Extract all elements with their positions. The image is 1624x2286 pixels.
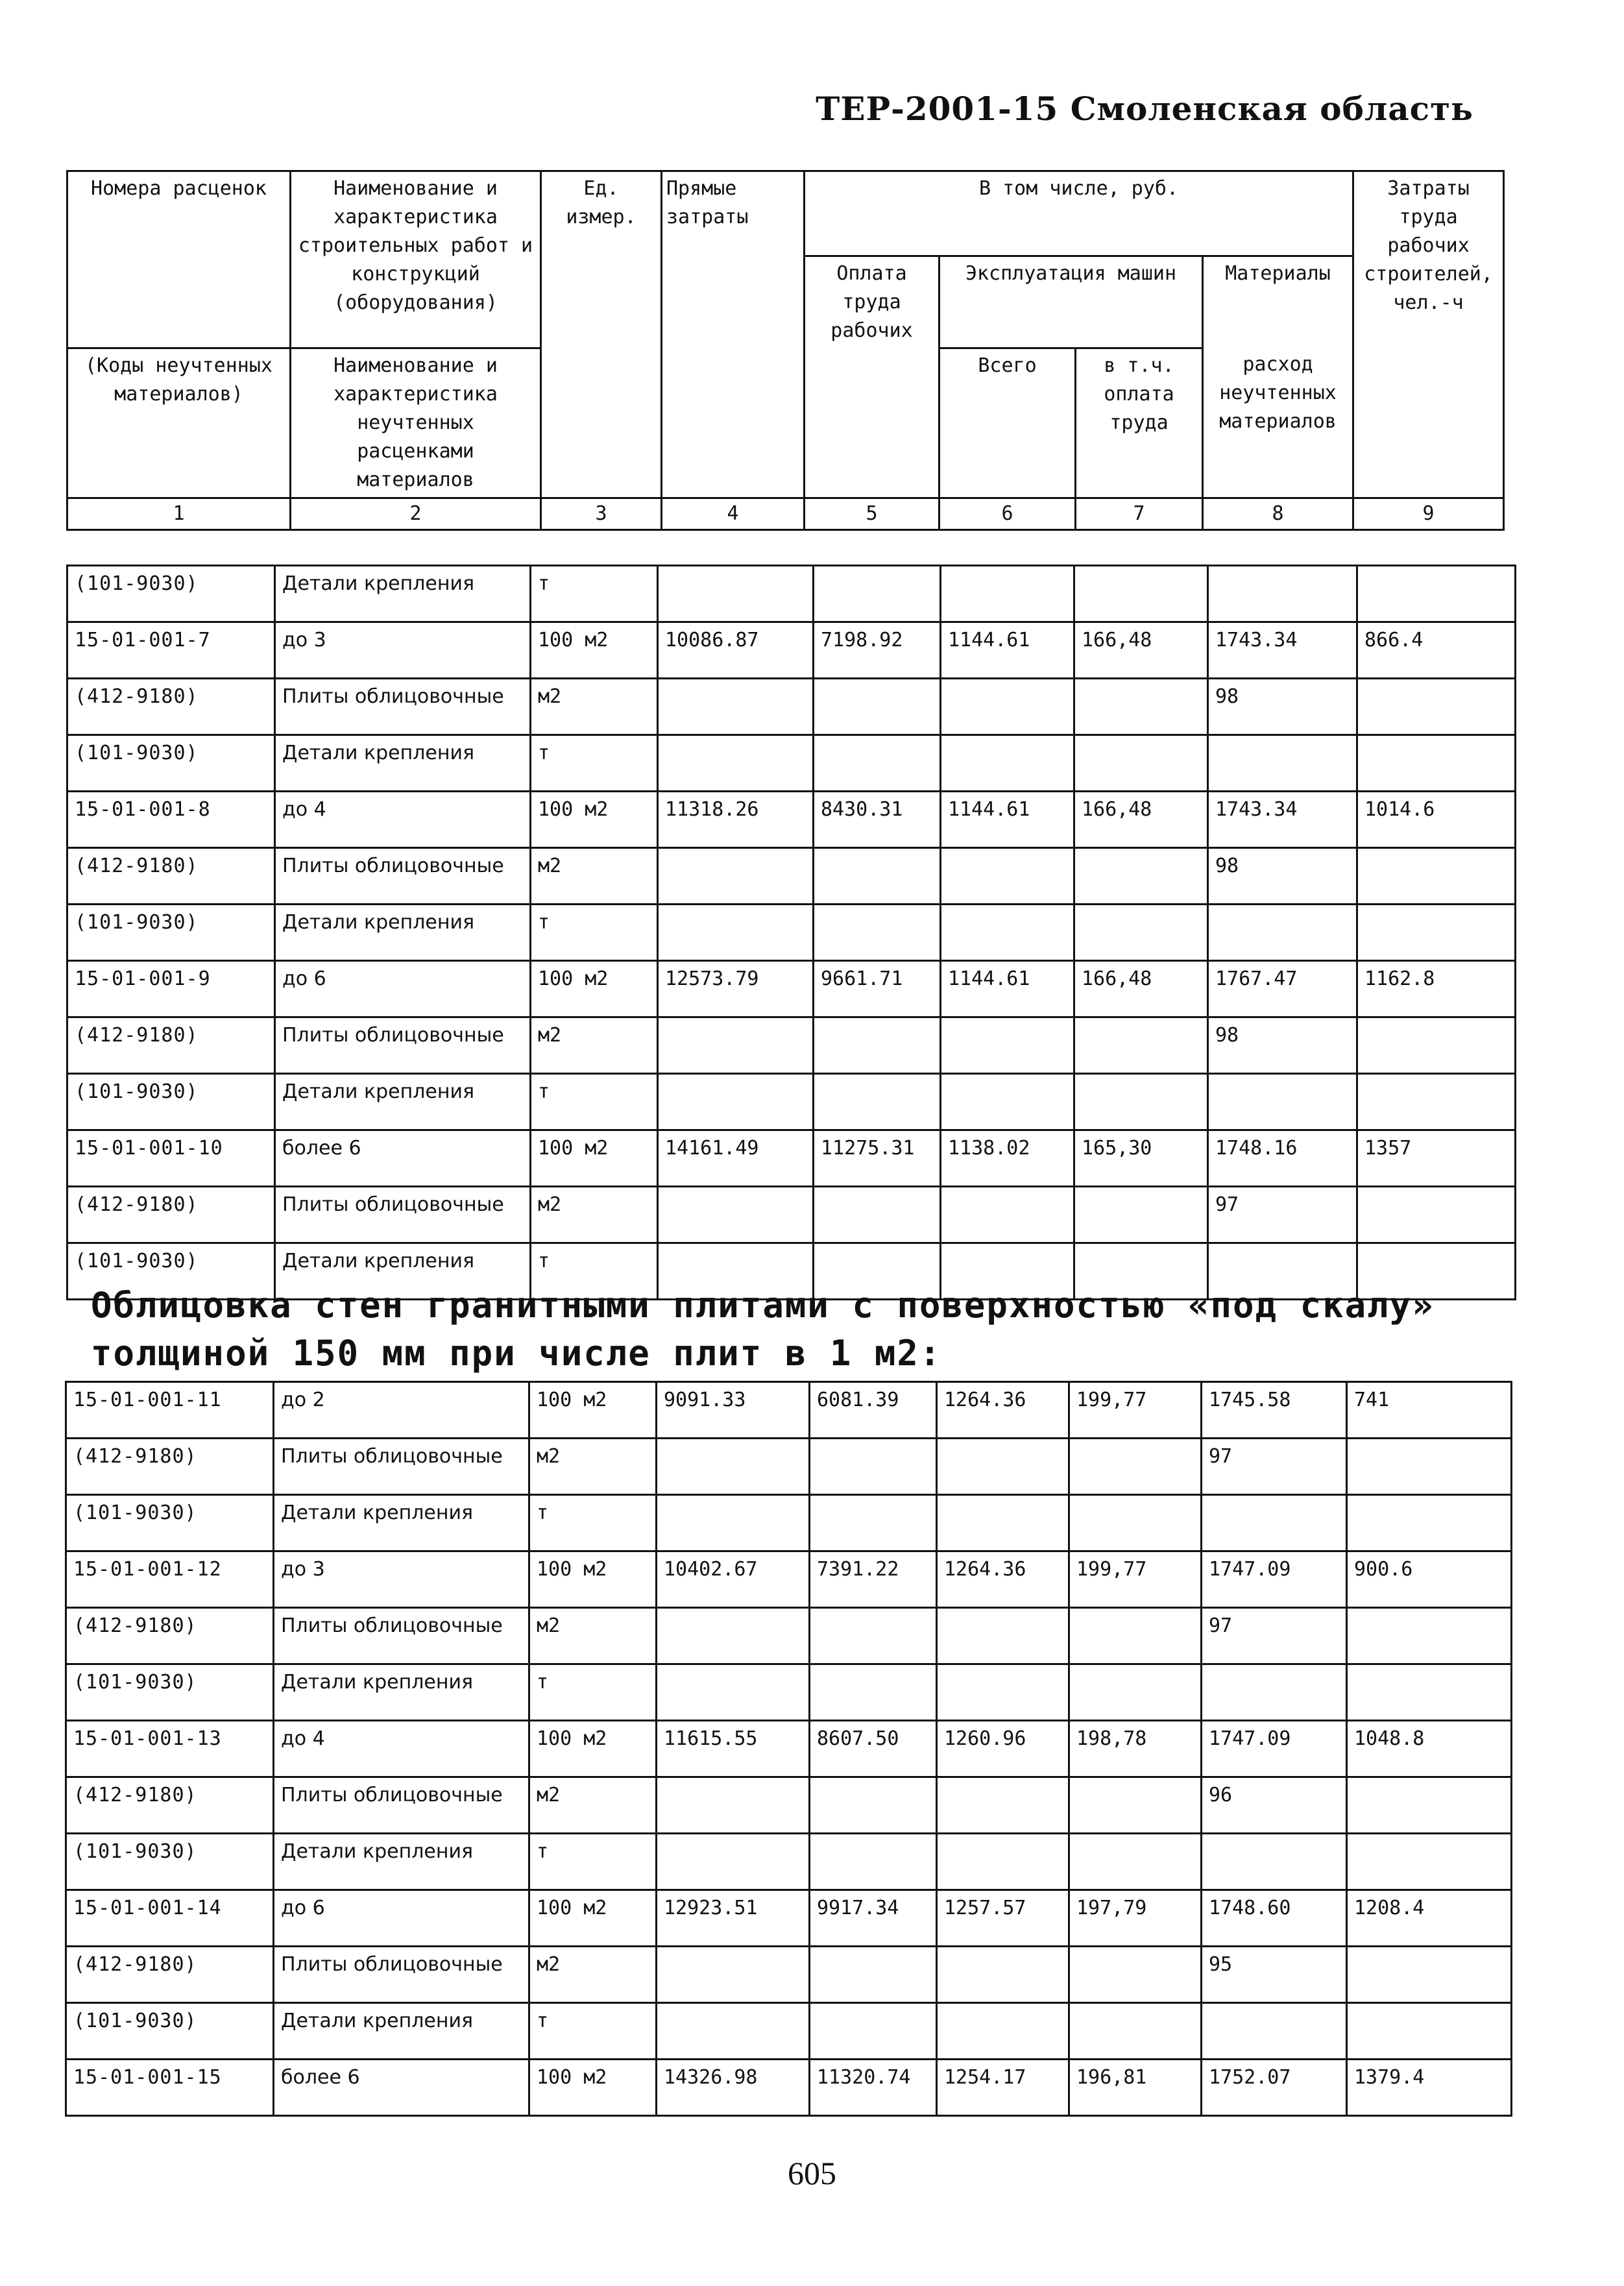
cell-c9 <box>1347 1664 1512 1721</box>
cell-c9 <box>1357 905 1516 961</box>
cell-c8: 1748.60 <box>1202 1890 1347 1947</box>
cell-c7 <box>1069 1947 1202 2003</box>
cell-c1: 15-01-001-8 <box>67 792 275 848</box>
cell-c9 <box>1357 1074 1516 1130</box>
cell-c7 <box>1074 848 1208 905</box>
cell-c2: Плиты облицовочные <box>274 1777 529 1834</box>
cell-c2: до 3 <box>275 622 531 679</box>
cell-c8: 1752.07 <box>1202 2060 1347 2116</box>
header-num: 4 <box>662 498 805 529</box>
cell-c7 <box>1069 1608 1202 1664</box>
cell-c7: 197,79 <box>1069 1890 1202 1947</box>
cell-c1: (412-9180) <box>66 1947 274 2003</box>
cell-c9: 1357 <box>1357 1130 1516 1187</box>
cell-c7: 199,77 <box>1069 1551 1202 1608</box>
table-row <box>67 1187 1516 1243</box>
cell-c4: 11615.55 <box>657 1721 810 1777</box>
cell-c6 <box>937 1608 1069 1664</box>
header-col1-bottom: (Коды неучтенных материалов) <box>67 348 291 498</box>
cell-c8: 1747.09 <box>1202 1721 1347 1777</box>
cell-c4: 10402.67 <box>657 1551 810 1608</box>
cell-c8 <box>1202 1664 1347 1721</box>
cell-c9 <box>1347 1947 1512 2003</box>
table-row <box>67 679 1516 735</box>
cell-c6 <box>937 1439 1069 1495</box>
table-row <box>66 2003 1512 2060</box>
cell-c1: (412-9180) <box>67 1017 275 1074</box>
cell-c4 <box>658 848 814 905</box>
cell-c3: т <box>531 1243 658 1300</box>
cell-c8 <box>1202 2003 1347 2060</box>
cell-c2: Детали крепления <box>275 566 531 622</box>
cell-c5 <box>810 1777 937 1834</box>
cell-c8 <box>1208 905 1357 961</box>
cell-c8: 97 <box>1202 1439 1347 1495</box>
cell-c6 <box>941 848 1074 905</box>
cell-c6: 1144.61 <box>941 622 1074 679</box>
cell-c8: 98 <box>1208 1017 1357 1074</box>
cell-c2: до 4 <box>275 792 531 848</box>
cell-c8: 1743.34 <box>1208 622 1357 679</box>
cell-c2: до 6 <box>275 961 531 1017</box>
cell-c2: до 6 <box>274 1890 529 1947</box>
cell-c3: 100 м2 <box>531 792 658 848</box>
header-col8-bottom: расход неучтенных материалов <box>1203 348 1353 498</box>
cell-c8 <box>1208 1074 1357 1130</box>
cell-c8: 1743.34 <box>1208 792 1357 848</box>
cell-c1: 15-01-001-12 <box>66 1551 274 1608</box>
cell-c3: т <box>531 905 658 961</box>
cell-c4 <box>658 1074 814 1130</box>
header-col1-top: Номера расценок <box>67 171 291 348</box>
cell-c6 <box>941 735 1074 792</box>
cell-c2: Детали крепления <box>274 1664 529 1721</box>
cell-c4 <box>658 566 814 622</box>
cell-c6 <box>937 1777 1069 1834</box>
cell-c1: (101-9030) <box>66 1834 274 1890</box>
cell-c9 <box>1357 735 1516 792</box>
cell-c2: до 2 <box>274 1382 529 1439</box>
cell-c8: 96 <box>1202 1777 1347 1834</box>
cell-c7: 165,30 <box>1074 1130 1208 1187</box>
table-row <box>66 1382 1512 1439</box>
cell-c2: Детали крепления <box>275 735 531 792</box>
cell-c1: (101-9030) <box>66 1664 274 1721</box>
cell-c1: (101-9030) <box>67 735 275 792</box>
cell-c2: Плиты облицовочные <box>275 1017 531 1074</box>
cell-c7: 166,48 <box>1074 961 1208 1017</box>
cell-c5: 7391.22 <box>810 1551 937 1608</box>
table-row <box>66 1495 1512 1551</box>
cell-c2: более 6 <box>274 2060 529 2116</box>
cell-c2: Плиты облицовочные <box>275 848 531 905</box>
header-col9: Затраты труда рабочих строителей, чел.-ч <box>1353 171 1504 498</box>
cell-c6 <box>941 679 1074 735</box>
cell-c7: 166,48 <box>1074 792 1208 848</box>
cell-c6: 1254.17 <box>937 2060 1069 2116</box>
cell-c2: до 4 <box>274 1721 529 1777</box>
cell-c5 <box>814 679 941 735</box>
cell-c4 <box>657 1608 810 1664</box>
cell-c1: 15-01-001-10 <box>67 1130 275 1187</box>
cell-c4: 14161.49 <box>658 1130 814 1187</box>
cell-c8: 1748.16 <box>1208 1130 1357 1187</box>
cell-c5: 9917.34 <box>810 1890 937 1947</box>
cell-c7 <box>1069 1834 1202 1890</box>
cell-c3: м2 <box>529 1608 657 1664</box>
cell-c2: Детали крепления <box>275 1243 531 1300</box>
table-row <box>67 566 1516 622</box>
header-num: 5 <box>805 498 939 529</box>
cell-c6: 1264.36 <box>937 1551 1069 1608</box>
cell-c1: 15-01-001-14 <box>66 1890 274 1947</box>
cell-c8: 98 <box>1208 679 1357 735</box>
header-num: 3 <box>541 498 662 529</box>
cell-c1: (101-9030) <box>66 1495 274 1551</box>
cell-c6 <box>941 905 1074 961</box>
cell-c9: 741 <box>1347 1382 1512 1439</box>
cell-c7 <box>1069 1439 1202 1495</box>
cell-c3: м2 <box>529 1947 657 2003</box>
cell-c3: т <box>529 1495 657 1551</box>
cell-c9 <box>1347 1495 1512 1551</box>
cell-c4: 14326.98 <box>657 2060 810 2116</box>
cell-c7 <box>1074 735 1208 792</box>
cell-c4 <box>658 679 814 735</box>
cell-c4 <box>658 905 814 961</box>
table-row <box>66 1777 1512 1834</box>
cell-c9: 1048.8 <box>1347 1721 1512 1777</box>
cell-c3: м2 <box>531 679 658 735</box>
cell-c5 <box>810 1439 937 1495</box>
table-row <box>66 2060 1512 2116</box>
cell-c3: м2 <box>529 1439 657 1495</box>
cell-c6 <box>937 1947 1069 2003</box>
cell-c3: т <box>531 566 658 622</box>
cell-c8 <box>1208 566 1357 622</box>
cell-c2: Детали крепления <box>275 1074 531 1130</box>
cell-c5 <box>810 1495 937 1551</box>
cell-c6 <box>941 1074 1074 1130</box>
cell-c9 <box>1347 2003 1512 2060</box>
page-title: ТЕР-2001-15 Смоленская область <box>816 90 1473 128</box>
cell-c7: 166,48 <box>1074 622 1208 679</box>
cell-c4 <box>657 1834 810 1890</box>
cell-c1: (101-9030) <box>67 1243 275 1300</box>
cell-c7 <box>1074 566 1208 622</box>
cell-c7 <box>1069 1664 1202 1721</box>
cell-c5 <box>810 2003 937 2060</box>
cell-c1: 15-01-001-13 <box>66 1721 274 1777</box>
cell-c5 <box>814 905 941 961</box>
cell-c5 <box>814 1074 941 1130</box>
cell-c5 <box>814 566 941 622</box>
cell-c5 <box>814 1187 941 1243</box>
cell-c6 <box>937 2003 1069 2060</box>
table-row <box>67 792 1516 848</box>
cell-c4: 12573.79 <box>658 961 814 1017</box>
table-row <box>66 1439 1512 1495</box>
cell-c6: 1257.57 <box>937 1890 1069 1947</box>
cell-c4: 9091.33 <box>657 1382 810 1439</box>
cell-c5 <box>810 1947 937 2003</box>
cell-c1: (412-9180) <box>66 1777 274 1834</box>
table-row <box>66 1947 1512 2003</box>
table-row <box>67 848 1516 905</box>
table-row <box>67 1074 1516 1130</box>
cell-c1: 15-01-001-7 <box>67 622 275 679</box>
cell-c3: 100 м2 <box>531 622 658 679</box>
cell-c5 <box>810 1608 937 1664</box>
table-row <box>67 961 1516 1017</box>
cell-c1: 15-01-001-11 <box>66 1382 274 1439</box>
cell-c9: 900.6 <box>1347 1551 1512 1608</box>
cell-c2: Детали крепления <box>275 905 531 961</box>
cell-c3: т <box>531 1074 658 1130</box>
header-num: 9 <box>1353 498 1504 529</box>
cell-c1: 15-01-001-15 <box>66 2060 274 2116</box>
cell-c8: 1745.58 <box>1202 1382 1347 1439</box>
cell-c5: 8607.50 <box>810 1721 937 1777</box>
header-group: В том числе, руб. <box>805 171 1353 256</box>
cell-c3: 100 м2 <box>529 1721 657 1777</box>
cell-c1: (412-9180) <box>66 1608 274 1664</box>
cell-c9 <box>1347 1608 1512 1664</box>
cell-c5 <box>814 848 941 905</box>
table-row <box>66 1890 1512 1947</box>
header-num: 6 <box>939 498 1076 529</box>
cell-c9 <box>1357 1187 1516 1243</box>
page-number: 605 <box>788 2155 836 2191</box>
cell-c3: т <box>531 735 658 792</box>
cell-c8: 97 <box>1208 1187 1357 1243</box>
cell-c7: 199,77 <box>1069 1382 1202 1439</box>
header-col8-top: Материалы <box>1203 256 1353 348</box>
cell-c2: Детали крепления <box>274 2003 529 2060</box>
cell-c5: 6081.39 <box>810 1382 937 1439</box>
cell-c2: Плиты облицовочные <box>275 1187 531 1243</box>
cell-c8 <box>1208 735 1357 792</box>
cell-c1: 15-01-001-9 <box>67 961 275 1017</box>
cell-c6: 1260.96 <box>937 1721 1069 1777</box>
cell-c2: Плиты облицовочные <box>274 1439 529 1495</box>
cell-c5 <box>810 1664 937 1721</box>
cell-c8 <box>1202 1495 1347 1551</box>
cell-c7 <box>1074 679 1208 735</box>
section-title: Облицовка стен гранитными плитами с поверхностью «под скалу» толщиной 150 мм при числе плит в 1 м2: <box>91 1285 1435 1374</box>
cell-c8: 1747.09 <box>1202 1551 1347 1608</box>
cell-c9: 1208.4 <box>1347 1890 1512 1947</box>
cell-c9 <box>1357 1017 1516 1074</box>
cell-c1: (412-9180) <box>66 1439 274 1495</box>
cell-c2: Плиты облицовочные <box>274 1947 529 2003</box>
cell-c5: 8430.31 <box>814 792 941 848</box>
cell-c8: 97 <box>1202 1608 1347 1664</box>
cell-c1: (412-9180) <box>67 848 275 905</box>
cell-c3: т <box>529 1664 657 1721</box>
cell-c9 <box>1347 1777 1512 1834</box>
cell-c4 <box>657 2003 810 2060</box>
cell-c9 <box>1347 1834 1512 1890</box>
cell-c3: 100 м2 <box>529 1551 657 1608</box>
cell-c9 <box>1357 848 1516 905</box>
cell-c5: 7198.92 <box>814 622 941 679</box>
cell-c6 <box>941 566 1074 622</box>
cell-c5 <box>814 735 941 792</box>
table-row <box>66 1721 1512 1777</box>
cell-c1: (101-9030) <box>67 905 275 961</box>
cell-c6: 1264.36 <box>937 1382 1069 1439</box>
cell-c4 <box>657 1664 810 1721</box>
cell-c3: м2 <box>531 1187 658 1243</box>
cell-c4 <box>657 1495 810 1551</box>
cell-c5: 11320.74 <box>810 2060 937 2116</box>
cell-c6 <box>937 1664 1069 1721</box>
cell-c5: 11275.31 <box>814 1130 941 1187</box>
cell-c1: (412-9180) <box>67 679 275 735</box>
cell-c3: 100 м2 <box>531 1130 658 1187</box>
table-row <box>67 1130 1516 1187</box>
cell-c3: т <box>529 1834 657 1890</box>
header-num: 2 <box>291 498 541 529</box>
header-num: 7 <box>1076 498 1203 529</box>
header-table <box>66 170 1505 531</box>
cell-c1: (101-9030) <box>66 2003 274 2060</box>
cell-c9 <box>1347 1439 1512 1495</box>
cell-c1: (101-9030) <box>67 1074 275 1130</box>
cell-c4: 10086.87 <box>658 622 814 679</box>
cell-c4 <box>657 1777 810 1834</box>
header-col2-bottom: Наименование и характеристика неучтенных расценками материалов <box>291 348 541 498</box>
header-col5: Оплата труда рабочих <box>805 256 939 348</box>
cell-c9 <box>1357 679 1516 735</box>
cell-c5 <box>814 1017 941 1074</box>
cell-c4 <box>657 1947 810 2003</box>
cell-c7 <box>1074 905 1208 961</box>
cell-c5: 9661.71 <box>814 961 941 1017</box>
table-row <box>67 905 1516 961</box>
header-col3: Ед. измер. <box>541 171 662 498</box>
table-row <box>66 1551 1512 1608</box>
cell-c8: 1767.47 <box>1208 961 1357 1017</box>
cell-c3: м2 <box>531 1017 658 1074</box>
cell-c3: т <box>529 2003 657 2060</box>
cell-c6 <box>937 1495 1069 1551</box>
header-col4: Прямые затраты <box>662 171 805 498</box>
table-row <box>67 735 1516 792</box>
cell-c3: 100 м2 <box>529 1890 657 1947</box>
cell-c6: 1144.61 <box>941 961 1074 1017</box>
rates-table-1 <box>66 565 1516 1300</box>
cell-c3: 100 м2 <box>529 1382 657 1439</box>
cell-c4: 11318.26 <box>658 792 814 848</box>
cell-c3: 100 м2 <box>529 2060 657 2116</box>
cell-c7 <box>1069 2003 1202 2060</box>
cell-c7: 198,78 <box>1069 1721 1202 1777</box>
cell-c4 <box>658 1017 814 1074</box>
cell-c6 <box>937 1834 1069 1890</box>
table-row <box>67 1017 1516 1074</box>
cell-c7 <box>1074 1017 1208 1074</box>
cell-c7 <box>1069 1495 1202 1551</box>
cell-c9: 866.4 <box>1357 622 1516 679</box>
cell-c1: (412-9180) <box>67 1187 275 1243</box>
cell-c8: 98 <box>1208 848 1357 905</box>
cell-c8 <box>1202 1834 1347 1890</box>
cell-c9: 1162.8 <box>1357 961 1516 1017</box>
cell-c6 <box>941 1017 1074 1074</box>
cell-c7: 196,81 <box>1069 2060 1202 2116</box>
cell-c1: (101-9030) <box>67 566 275 622</box>
cell-c2: до 3 <box>274 1551 529 1608</box>
cell-c6 <box>941 1187 1074 1243</box>
cell-c4 <box>657 1439 810 1495</box>
cell-c9: 1014.6 <box>1357 792 1516 848</box>
cell-c5 <box>810 1834 937 1890</box>
cell-c2: более 6 <box>275 1130 531 1187</box>
cell-c6: 1138.02 <box>941 1130 1074 1187</box>
header-col6-7-group: Эксплуатация машин <box>939 256 1203 348</box>
cell-c9 <box>1357 566 1516 622</box>
cell-c7 <box>1074 1074 1208 1130</box>
cell-c7 <box>1074 1187 1208 1243</box>
header-num: 8 <box>1203 498 1353 529</box>
cell-c2: Плиты облицовочные <box>274 1608 529 1664</box>
cell-c4: 12923.51 <box>657 1890 810 1947</box>
cell-c2: Детали крепления <box>274 1834 529 1890</box>
cell-c9: 1379.4 <box>1347 2060 1512 2116</box>
cell-c3: м2 <box>529 1777 657 1834</box>
rates-table-2 <box>65 1381 1512 2117</box>
cell-c6: 1144.61 <box>941 792 1074 848</box>
header-col5-spacer <box>805 348 939 498</box>
cell-c3: м2 <box>531 848 658 905</box>
table-row <box>66 1664 1512 1721</box>
cell-c4 <box>658 735 814 792</box>
cell-c2: Детали крепления <box>274 1495 529 1551</box>
cell-c4 <box>658 1187 814 1243</box>
header-col2-top: Наименование и характеристика строительных работ и конструкций (оборудования) <box>291 171 541 348</box>
cell-c8: 95 <box>1202 1947 1347 2003</box>
header-col7: в т.ч. оплата труда <box>1076 348 1203 498</box>
table-row <box>66 1608 1512 1664</box>
header-num: 1 <box>67 498 291 529</box>
table-row <box>66 1834 1512 1890</box>
header-col6: Всего <box>939 348 1076 498</box>
cell-c7 <box>1069 1777 1202 1834</box>
cell-c2: Плиты облицовочные <box>275 679 531 735</box>
table-row <box>67 622 1516 679</box>
cell-c3: 100 м2 <box>531 961 658 1017</box>
